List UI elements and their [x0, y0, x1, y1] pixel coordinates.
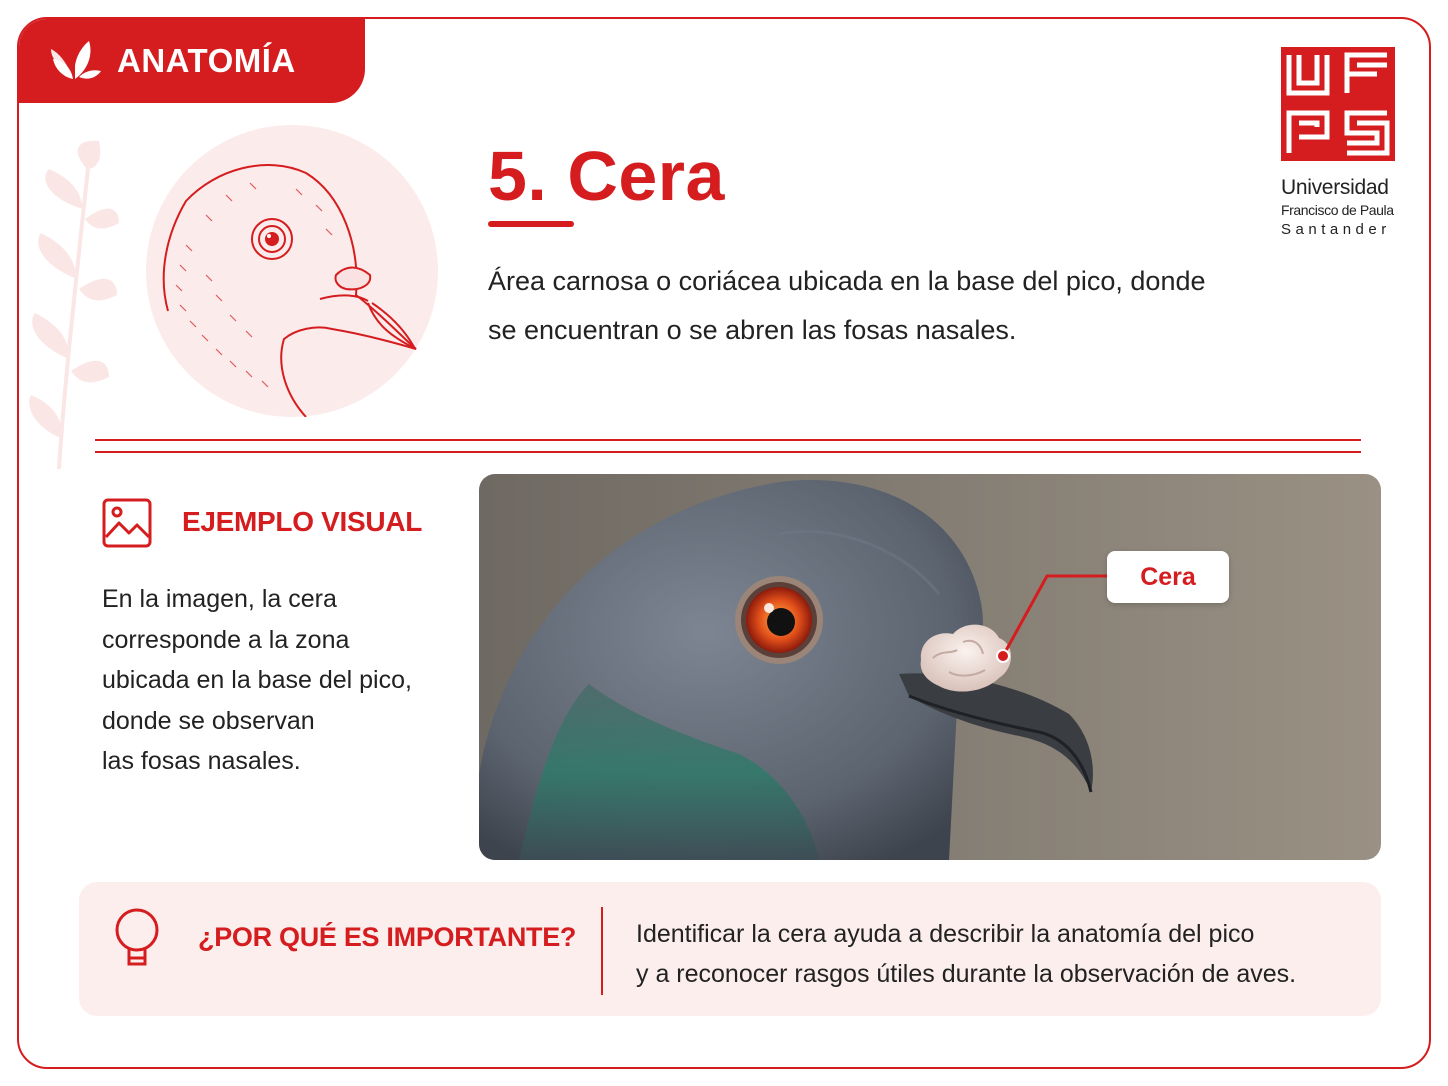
importance-box — [79, 882, 1381, 1016]
logo-line2: Francisco de Paula — [1281, 202, 1394, 218]
logo-university: Universidad — [1281, 176, 1389, 199]
lightbulb-icon — [113, 908, 161, 979]
page-title: 5. Cera — [488, 137, 725, 215]
example-line: las fosas nasales. — [102, 747, 301, 775]
divider-top — [95, 439, 1361, 441]
category-tab — [19, 19, 365, 103]
example-heading: EJEMPLO VISUAL — [182, 506, 423, 537]
importance-line: y a reconocer rasgos útiles durante la observación de aves. — [636, 960, 1297, 988]
importance-line: Identificar la cera ayuda a describir la anatomía del pico — [636, 920, 1255, 948]
image-icon — [101, 497, 153, 554]
university-logo — [1281, 47, 1401, 238]
example-line: donde se observan — [102, 706, 315, 735]
importance-separator — [601, 907, 603, 995]
logo-line3: Santander — [1281, 221, 1391, 238]
section-description: Área carnosa o coriácea ubicada en la base del pico, donde se encuentran o se abren las fosas nasales. — [488, 266, 1206, 345]
example-line: ubicada en la base del pico, — [102, 666, 412, 694]
category-label: ANATOMÍA — [117, 42, 296, 79]
title-underline — [488, 221, 574, 227]
example-line: corresponde a la zona — [102, 625, 350, 654]
divider-bottom — [95, 451, 1361, 453]
example-text — [102, 579, 442, 782]
leaf-icon — [49, 35, 103, 88]
cere-callout-label: Cera — [1107, 551, 1229, 603]
importance-heading: ¿POR QUÉ ES IMPORTANTE? — [198, 922, 577, 952]
pigeon-photo — [479, 474, 1381, 860]
infographic-card — [17, 17, 1431, 1069]
decorative-leaves-icon — [19, 139, 129, 479]
ufps-logo-icon — [1281, 47, 1395, 161]
pigeon-drawing — [146, 125, 438, 417]
example-line: En la imagen, la cera — [102, 585, 337, 613]
importance-text — [636, 914, 1356, 994]
